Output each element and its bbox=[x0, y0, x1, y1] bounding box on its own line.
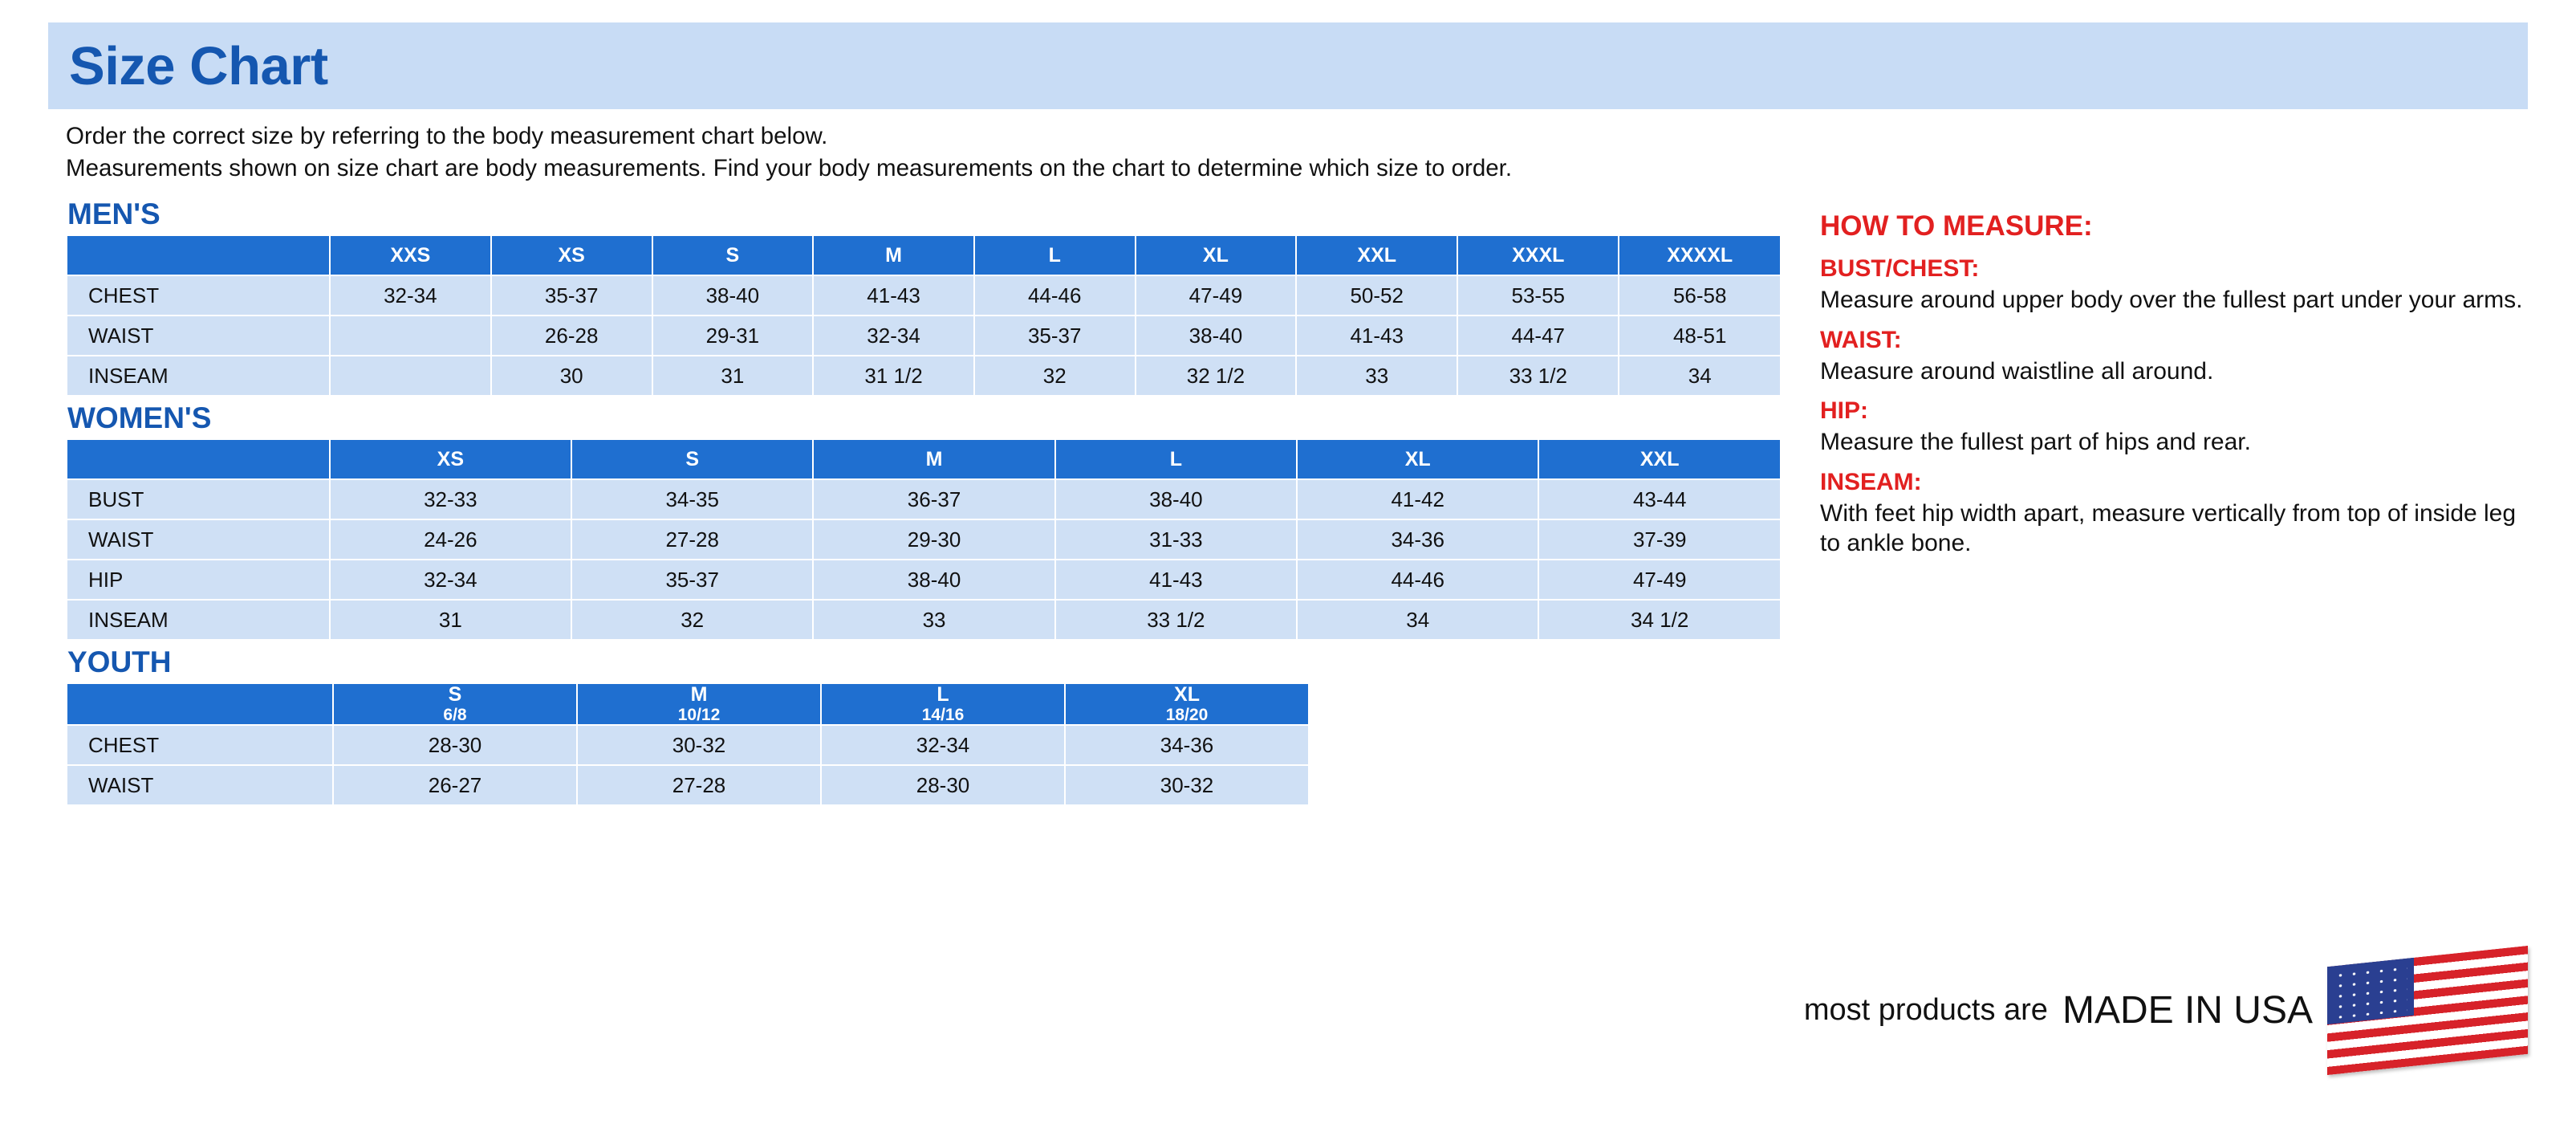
youth-col-header bbox=[1066, 684, 1308, 724]
cell: 34-36 bbox=[1298, 520, 1538, 559]
cell: 27-28 bbox=[572, 520, 812, 559]
table-row bbox=[67, 601, 1780, 639]
cell: 38-40 bbox=[653, 276, 813, 315]
cell: 47-49 bbox=[1539, 560, 1780, 599]
mens-col-header: XL bbox=[1136, 236, 1296, 275]
womens-col-header: XXL bbox=[1539, 440, 1780, 478]
cell: 41-42 bbox=[1298, 480, 1538, 519]
cell: 32 bbox=[975, 356, 1135, 395]
row-label: WAIST bbox=[67, 316, 329, 355]
cell: 35-37 bbox=[492, 276, 652, 315]
cell: 35-37 bbox=[975, 316, 1135, 355]
guide-text: Measure the fullest part of hips and rear. bbox=[1820, 429, 2251, 456]
mens-col-header: XXXL bbox=[1458, 236, 1618, 275]
cell: 34-35 bbox=[572, 480, 812, 519]
cell: 50-52 bbox=[1297, 276, 1457, 315]
cell bbox=[331, 316, 490, 355]
cell: 35-37 bbox=[572, 560, 812, 599]
mens-col-header: S bbox=[653, 236, 813, 275]
youth-col-header bbox=[578, 684, 820, 724]
section-heading-womens: WOMEN'S bbox=[67, 401, 212, 435]
table-header-row bbox=[67, 236, 1780, 275]
guide-item bbox=[1820, 469, 2528, 558]
cell: 44-46 bbox=[1298, 560, 1538, 599]
cell: 26-28 bbox=[492, 316, 652, 355]
cell: 41-43 bbox=[1297, 316, 1457, 355]
title-banner bbox=[48, 22, 2528, 109]
cell: 31 bbox=[331, 601, 571, 639]
cell: 33 1/2 bbox=[1458, 356, 1618, 395]
tables-column bbox=[48, 193, 1782, 806]
how-to-measure-panel bbox=[1782, 193, 2528, 558]
cell: 28-30 bbox=[822, 766, 1064, 804]
intro-line-2: Measurements shown on size chart are body measurements. Find your body measurements on the chart to determine which size to order. bbox=[66, 155, 1513, 182]
row-label: HIP bbox=[67, 560, 329, 599]
youth-col-header bbox=[334, 684, 576, 724]
cell: 38-40 bbox=[814, 560, 1054, 599]
cell: 27-28 bbox=[578, 766, 820, 804]
usa-flag-icon bbox=[2327, 946, 2528, 1075]
cell: 31 1/2 bbox=[814, 356, 973, 395]
cell: 56-58 bbox=[1619, 276, 1780, 315]
table-row bbox=[67, 316, 1780, 355]
youth-col-main: XL bbox=[1174, 683, 1200, 706]
intro-text bbox=[48, 120, 2528, 185]
mens-col-header: L bbox=[975, 236, 1135, 275]
row-label: BUST bbox=[67, 480, 329, 519]
cell: 32-34 bbox=[814, 316, 973, 355]
womens-col-header: S bbox=[572, 440, 812, 478]
guide-term: WAIST: bbox=[1820, 326, 1902, 353]
flag-stars bbox=[2334, 963, 2407, 1020]
youth-col-header bbox=[67, 684, 332, 724]
youth-col-sub: 18/20 bbox=[1165, 705, 1209, 724]
cell: 30-32 bbox=[578, 726, 820, 764]
cell: 43-44 bbox=[1539, 480, 1780, 519]
cell: 41-43 bbox=[814, 276, 973, 315]
guide-item bbox=[1820, 397, 2528, 458]
table-row bbox=[67, 766, 1308, 804]
row-label: WAIST bbox=[67, 766, 332, 804]
cell: 30 bbox=[492, 356, 652, 395]
cell: 32-34 bbox=[822, 726, 1064, 764]
mens-col-header: XXS bbox=[331, 236, 490, 275]
table-row bbox=[67, 726, 1308, 764]
guide-item bbox=[1820, 327, 2528, 387]
footer-prefix: most products are bbox=[1803, 993, 2048, 1027]
cell: 32-34 bbox=[331, 276, 490, 315]
womens-col-header: M bbox=[814, 440, 1054, 478]
mens-size-table bbox=[66, 234, 1782, 397]
youth-col-main: S bbox=[448, 683, 462, 706]
cell bbox=[331, 356, 490, 395]
guide-term: INSEAM: bbox=[1820, 469, 1922, 495]
row-label: INSEAM bbox=[67, 601, 329, 639]
cell: 30-32 bbox=[1066, 766, 1308, 804]
youth-col-main: M bbox=[690, 683, 708, 706]
table-row bbox=[67, 276, 1780, 315]
guide-title: HOW TO MEASURE: bbox=[1820, 210, 2093, 242]
youth-col-header bbox=[822, 684, 1064, 724]
intro-line-1: Order the correct size by referring to the body measurement chart below. bbox=[66, 123, 828, 149]
cell: 48-51 bbox=[1619, 316, 1780, 355]
cell: 33 bbox=[814, 601, 1054, 639]
guide-text: With feet hip width apart, measure vertically from top of inside leg to ankle bone. bbox=[1820, 500, 2517, 556]
guide-text: Measure around upper body over the fullest part under your arms. bbox=[1820, 287, 2523, 314]
cell: 31-33 bbox=[1056, 520, 1296, 559]
cell: 29-31 bbox=[653, 316, 813, 355]
cell: 34 1/2 bbox=[1539, 601, 1780, 639]
cell: 44-46 bbox=[975, 276, 1135, 315]
womens-col-header bbox=[67, 440, 329, 478]
mens-col-header: XXXXL bbox=[1619, 236, 1780, 275]
cell: 41-43 bbox=[1056, 560, 1296, 599]
cell: 34-36 bbox=[1066, 726, 1308, 764]
cell: 32-34 bbox=[331, 560, 571, 599]
cell: 33 1/2 bbox=[1056, 601, 1296, 639]
row-label: CHEST bbox=[67, 276, 329, 315]
guide-term: HIP: bbox=[1820, 397, 1868, 425]
cell: 32-33 bbox=[331, 480, 571, 519]
cell: 34 bbox=[1298, 601, 1538, 639]
cell: 24-26 bbox=[331, 520, 571, 559]
guide-text: Measure around waistline all around. bbox=[1820, 357, 2214, 385]
flag-canton bbox=[2327, 958, 2414, 1024]
mens-col-header: XS bbox=[492, 236, 652, 275]
section-heading-youth: YOUTH bbox=[67, 645, 172, 679]
page-title: Size Chart bbox=[69, 35, 328, 96]
cell: 32 bbox=[572, 601, 812, 639]
cell: 31 bbox=[653, 356, 813, 395]
table-row bbox=[67, 480, 1780, 519]
guide-item bbox=[1820, 255, 2528, 316]
womens-col-header: XS bbox=[331, 440, 571, 478]
youth-col-sub: 14/16 bbox=[921, 705, 965, 724]
table-header-row bbox=[67, 684, 1308, 724]
section-heading-mens: MEN'S bbox=[67, 197, 160, 231]
cell: 32 1/2 bbox=[1136, 356, 1296, 395]
womens-col-header: L bbox=[1056, 440, 1296, 478]
youth-col-main: L bbox=[937, 683, 949, 706]
youth-col-sub: 10/12 bbox=[677, 705, 721, 724]
youth-size-table bbox=[66, 682, 1310, 806]
made-in-usa-footer bbox=[1804, 956, 2528, 1065]
mens-col-header bbox=[67, 236, 329, 275]
cell: 37-39 bbox=[1539, 520, 1780, 559]
cell: 29-30 bbox=[814, 520, 1054, 559]
cell: 53-55 bbox=[1458, 276, 1618, 315]
cell: 44-47 bbox=[1458, 316, 1618, 355]
row-label: WAIST bbox=[67, 520, 329, 559]
youth-col-sub: 6/8 bbox=[443, 705, 467, 724]
table-header-row bbox=[67, 440, 1780, 478]
table-row bbox=[67, 356, 1780, 395]
table-row bbox=[67, 560, 1780, 599]
mens-col-header: M bbox=[814, 236, 973, 275]
content-columns bbox=[48, 193, 2528, 806]
mens-col-header: XXL bbox=[1297, 236, 1457, 275]
cell: 38-40 bbox=[1056, 480, 1296, 519]
cell: 36-37 bbox=[814, 480, 1054, 519]
table-row bbox=[67, 520, 1780, 559]
womens-size-table bbox=[66, 438, 1782, 641]
row-label: INSEAM bbox=[67, 356, 329, 395]
womens-col-header: XL bbox=[1298, 440, 1538, 478]
cell: 28-30 bbox=[334, 726, 576, 764]
cell: 33 bbox=[1297, 356, 1457, 395]
cell: 47-49 bbox=[1136, 276, 1296, 315]
cell: 26-27 bbox=[334, 766, 576, 804]
guide-term: BUST/CHEST: bbox=[1820, 255, 1980, 283]
cell: 34 bbox=[1619, 356, 1780, 395]
footer-emphasis: MADE IN USA bbox=[2062, 989, 2313, 1032]
row-label: CHEST bbox=[67, 726, 332, 764]
cell: 38-40 bbox=[1136, 316, 1296, 355]
